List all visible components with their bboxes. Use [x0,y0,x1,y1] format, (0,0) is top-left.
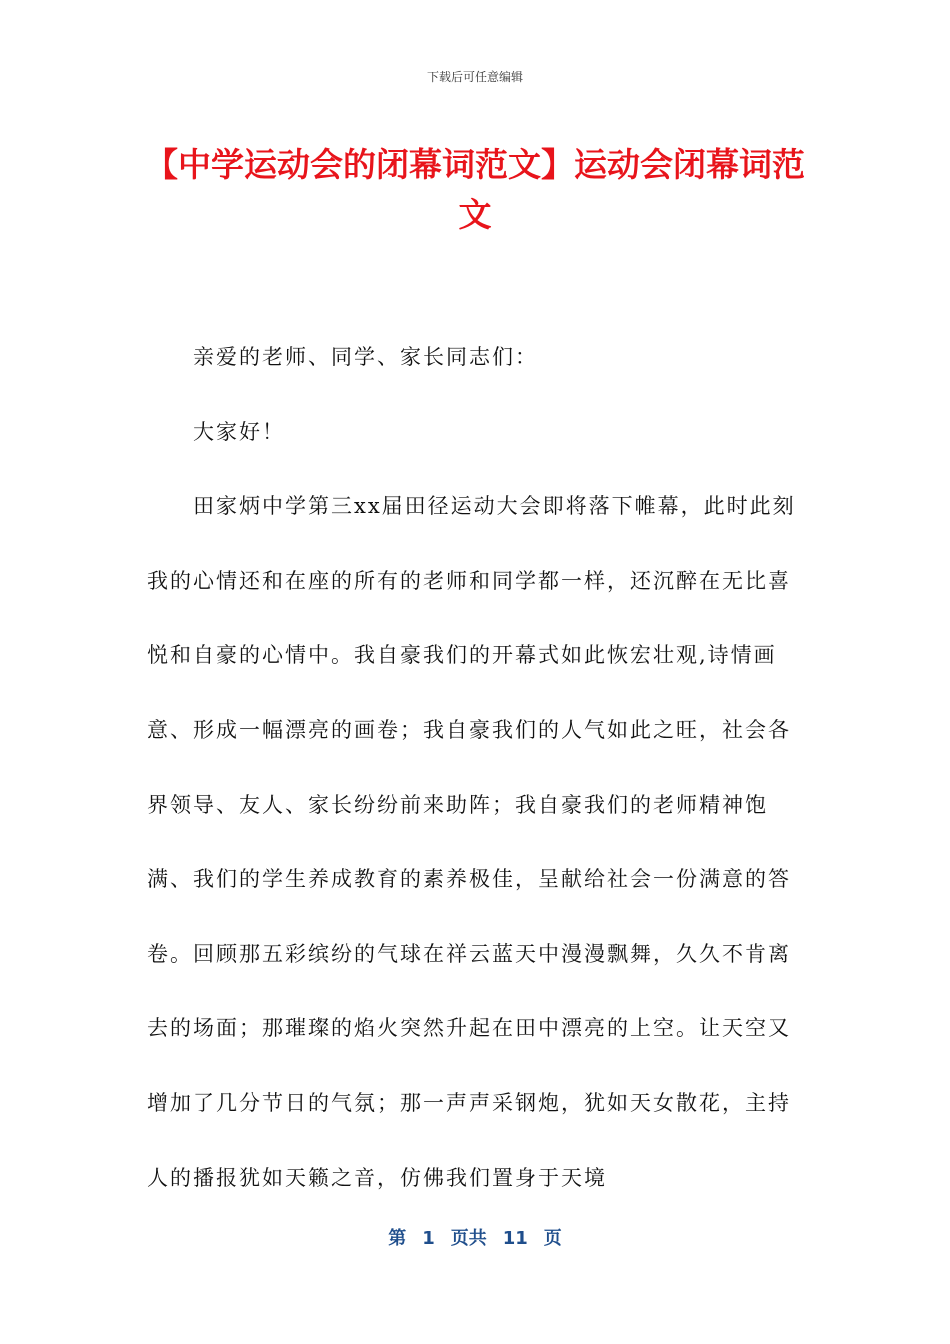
paragraph-main: 田家炳中学第三xx届田径运动大会即将落下帷幕，此时此刻我的心情还和在座的所有的老师和同学都一样，还沉醉在无比喜悦和自豪的心情中。我自豪我们的开幕式如此恢宏壮观,诗情画意、形成一幅漂亮的画卷；我自豪我们的人气如此之旺，社会各界领导、友人、家长纷纷前来助阵；我自豪我们的老师精神饱满、我们的学生养成教育的素养极佳，呈献给社会一份满意的答卷。回顾那五彩缤纷的气球在祥云蓝天中漫漫飘舞，久久不肯离去的场面；那璀璨的焰火突然升起在田中漂亮的上空。让天空又增加了几分节日的气氛；那一声声采钢炮，犹如天女散花，主持人的播报犹如天籁之音，仿佛我们置身于天境 [147,494,796,1190]
paragraph-greeting: 亲爱的老师、同学、家长同志们： [193,345,538,369]
footer-label-suffix: 页 [543,1228,562,1249]
header-note: 下载后可任意编辑 [426,70,523,84]
footer-label-middle: 页共 [450,1228,487,1249]
paragraph-hello: 大家好！ [193,419,285,444]
footer-current-page: 1 [422,1228,435,1249]
document-body [147,320,807,1215]
page-footer [0,1224,950,1250]
footer-label-prefix: 第 [388,1228,407,1249]
footer-total-pages: 11 [502,1228,528,1249]
document-title: 【中学运动会的闭幕词范文】运动会闭幕词范文 [145,145,805,234]
